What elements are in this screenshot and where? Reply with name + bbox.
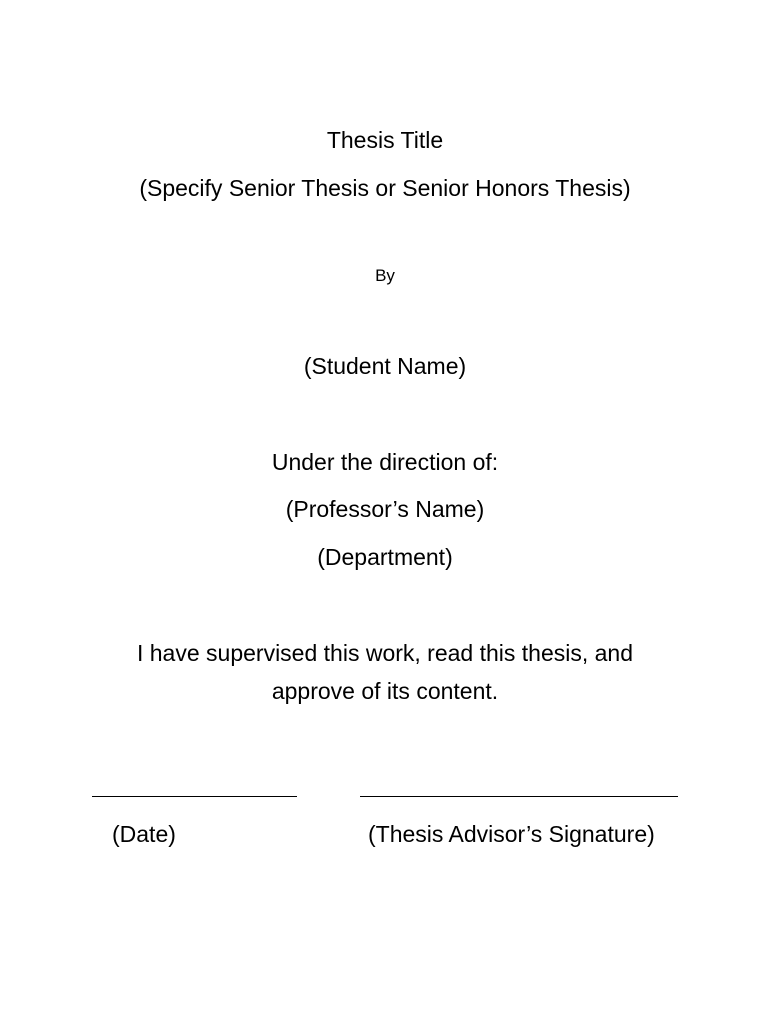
- thesis-title: Thesis Title: [326, 127, 444, 153]
- approval-statement-line2: approve of its content.: [271, 678, 499, 704]
- department-name: (Department): [317, 544, 453, 570]
- student-name: (Student Name): [303, 353, 467, 379]
- signature-line: [360, 796, 678, 797]
- date-label: (Date): [112, 821, 176, 847]
- approval-statement-line1: I have supervised this work, read this thesis, and: [136, 640, 634, 666]
- thesis-type: (Specify Senior Thesis or Senior Honors Thesis): [139, 175, 631, 201]
- by-label: By: [375, 266, 395, 285]
- direction-label: Under the direction of:: [271, 449, 499, 475]
- date-line: [92, 796, 297, 797]
- signature-label: (Thesis Advisor’s Signature): [368, 821, 655, 847]
- professor-name: (Professor’s Name): [285, 496, 485, 522]
